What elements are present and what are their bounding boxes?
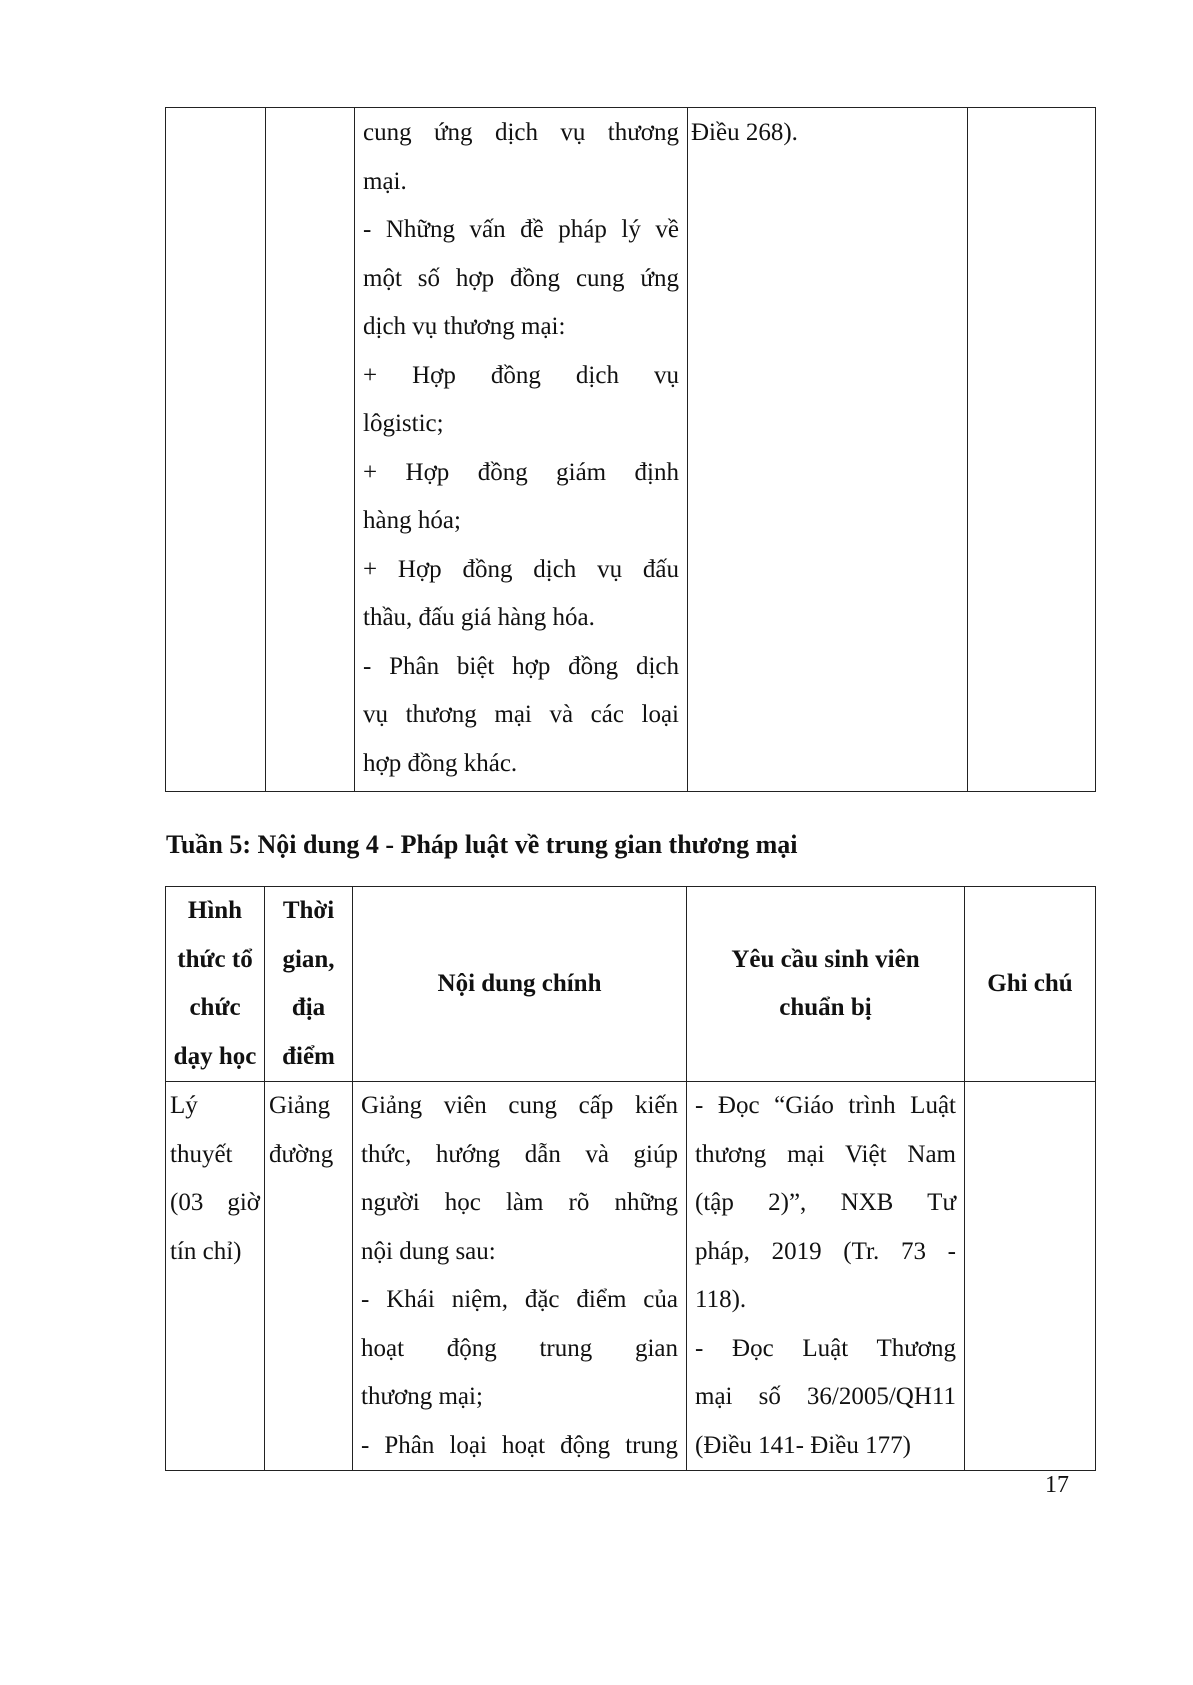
header-time-place: Thời gian, địa điểm xyxy=(265,887,353,1082)
form-cell xyxy=(166,108,266,792)
content-line: dịch vụ thương mại: xyxy=(363,313,566,340)
week5-table xyxy=(165,886,1096,1471)
page-number: 17 xyxy=(1045,1472,1069,1498)
content-line: lôgistic; xyxy=(363,410,444,437)
header-preparation: Yêu cầu sinh viên chuẩn bị xyxy=(687,887,965,1082)
note-cell xyxy=(968,108,1096,792)
header-form: Hình thức tổ chức dạy học xyxy=(166,887,265,1082)
content-line: một số hợp đồng cung ứng xyxy=(363,264,679,292)
content-line: - Phân biệt hợp đồng dịch xyxy=(363,652,679,680)
header-row xyxy=(166,887,1096,1082)
content-line: + Hợp đồng giám định xyxy=(363,458,679,486)
content-cell xyxy=(355,108,688,792)
content-line: cung ứng dịch vụ thương xyxy=(363,119,679,146)
content-line: + Hợp đồng dịch vụ xyxy=(363,361,679,389)
content-line: - Những vấn đề pháp lý về xyxy=(363,216,679,243)
time-place-cell: Giảng đường xyxy=(265,1082,353,1471)
content-line: mại. xyxy=(363,167,407,195)
continuation-table xyxy=(165,107,1096,792)
content-line: hàng hóa; xyxy=(363,507,461,534)
content-line: vụ thương mại và các loại xyxy=(363,701,679,728)
content-cell: Giảng viên cung cấp kiến thức, hướng dẫn và giúp người học làm rõ những nội dung sau: - Khái niệm, đặc điểm của hoạt động trung gian thương mại; - Phân loại hoạt động trung xyxy=(353,1082,687,1471)
time-place-cell xyxy=(266,108,355,792)
table-row xyxy=(166,108,1096,792)
preparation-cell xyxy=(688,108,968,792)
section-heading: Tuần 5: Nội dung 4 - Pháp luật về trung gian thương mại xyxy=(166,830,798,859)
header-content: Nội dung chính xyxy=(353,887,687,1082)
content-line: hợp đồng khác. xyxy=(363,749,518,777)
form-cell: Lý thuyết (03 giờ tín chỉ) xyxy=(166,1082,265,1471)
content-line: + Hợp đồng dịch vụ đấu xyxy=(363,555,679,583)
preparation-text: Điều 268). xyxy=(691,119,798,146)
table-row xyxy=(166,1082,1096,1471)
note-cell xyxy=(965,1082,1096,1471)
content-line: thầu, đấu giá hàng hóa. xyxy=(363,604,595,631)
preparation-cell: - Đọc “Giáo trình Luật thương mại Việt Nam (tập 2)”, NXB Tư pháp, 2019 (Tr. 73 - 118). - Đọc Luật Thương mại số 36/2005/QH11 (Điều 141- Điều 177) xyxy=(687,1082,965,1471)
header-note: Ghi chú xyxy=(965,887,1096,1082)
